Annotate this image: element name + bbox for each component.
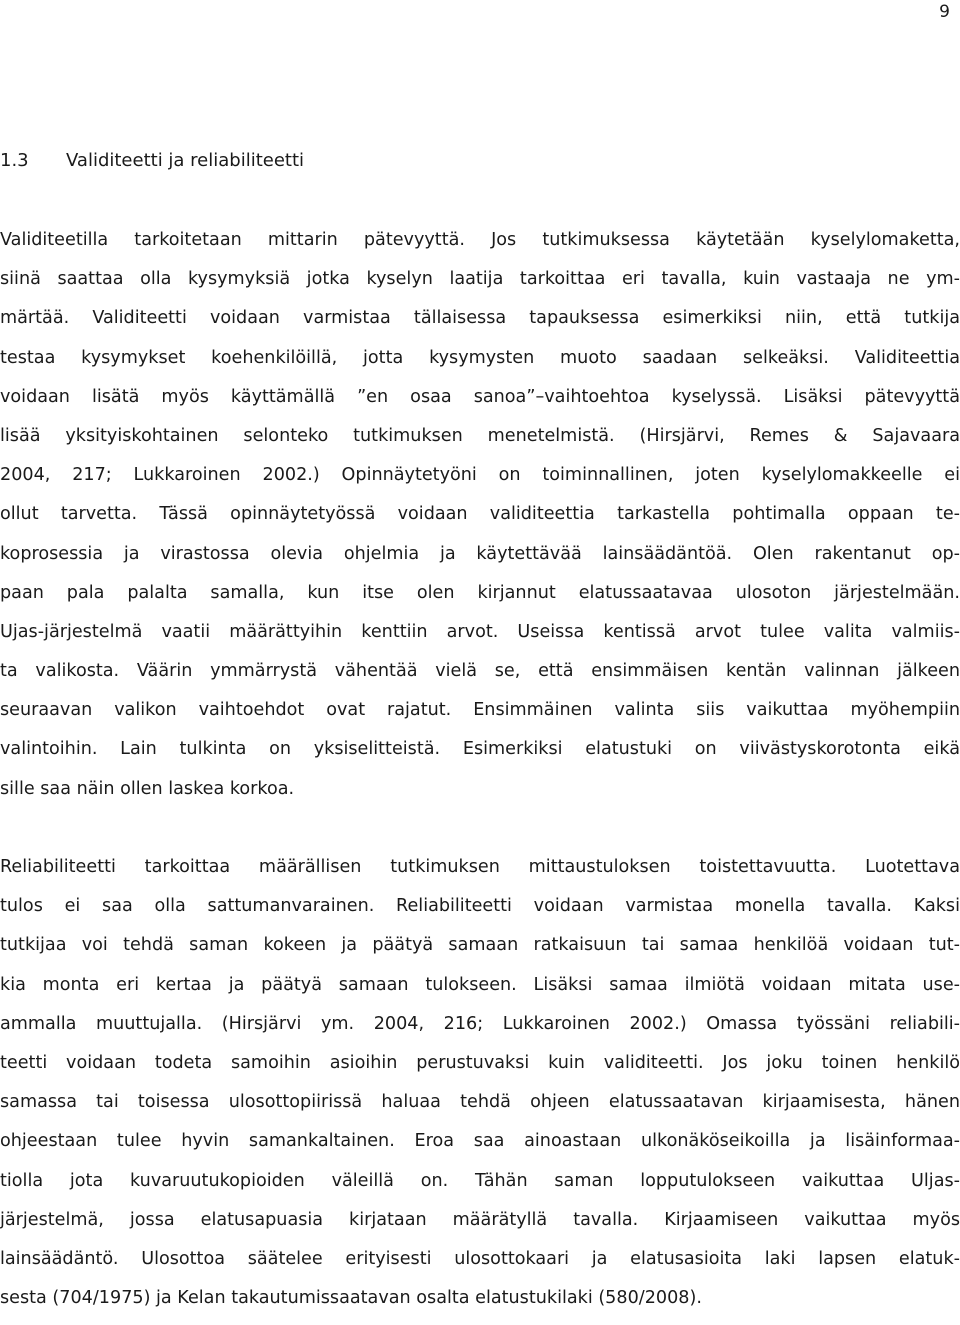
page-number: 9 (939, 2, 950, 22)
text-line: siinä saattaa olla kysymyksiä jotka kyselyn laatija tarkoittaa eri tavalla, kuin vastaaja ne ym- (0, 269, 960, 290)
text-line: lisää yksityiskohtainen selonteko tutkimuksen menetelmistä. (Hirsjärvi, Remes & Sajavaara (0, 425, 960, 446)
text-line: voidaan lisätä myös käyttämällä ”en osaa sanoa”–vaihtoehtoa kyselyssä. Lisäksi pätevyyttä (0, 386, 960, 407)
section-heading (0, 148, 304, 174)
text-line: lainsäädäntö. Ulosottoa säätelee erityisesti ulosottokaari ja elatusasioita laki lapsen elatuk- (0, 1248, 960, 1269)
text-line: ohjeestaan tulee hyvin samankaltainen. Eroa saa ainoastaan ulkonäköseikoilla ja lisäinformaa- (0, 1131, 960, 1152)
text-line: ta valikosta. Väärin ymmärrystä vähentää vielä se, että ensimmäisen kentän valinnan jälkeen (0, 661, 960, 682)
text-line: ollut tarvetta. Tässä opinnäytetyössä voidaan validiteettia tarkastella pohtimalla oppaan te- (0, 504, 960, 525)
text-line: 2004, 217; Lukkaroinen 2002.) Opinnäytetyöni on toiminnallinen, joten kyselylomakkeelle ei (0, 465, 960, 486)
text-line: Validiteetilla tarkoitetaan mittarin pätevyyttä. Jos tutkimuksessa käytetään kyselylomaketta, (0, 230, 960, 250)
section-title: Validiteetti ja reliabiliteetti (66, 150, 305, 171)
text-line: teetti voidaan todeta samoihin asioihin perustuvaksi kuin validiteetti. Jos joku toinen henkilö (0, 1052, 960, 1073)
text-line: Ujas-järjestelmä vaatii määrättyihin kenttiin arvot. Useissa kentissä arvot tulee valita valmiis- (0, 621, 960, 642)
text-line: märtää. Validiteetti voidaan varmistaa tällaisessa tapauksessa esimerkiksi niin, että tutkija (0, 308, 960, 329)
text-line: ammalla muuttujalla. (Hirsjärvi ym. 2004, 216; Lukkaroinen 2002.) Omassa työssäni reliabili- (0, 1013, 960, 1034)
text-line-last: sille saa näin ollen laskea korkoa. (0, 778, 295, 799)
text-line: tiolla jota kuvaruutukopioiden väleillä on. Tähän saman lopputulokseen vaikuttaa Uljas- (0, 1170, 960, 1191)
text-line: samassa tai toisessa ulosottopiirissä haluaa tehdä ohjeen elatussaatavan kirjaamisesta, hänen (0, 1092, 960, 1113)
section-number: 1.3 (0, 150, 29, 171)
text-line: Reliabiliteetti tarkoittaa määrällisen tutkimuksen mittaustuloksen toistettavuutta. Luotettava (0, 857, 960, 877)
paragraph-reliability (0, 855, 960, 1325)
text-line: valintoihin. Lain tulkinta on yksiselitteistä. Esimerkiksi elatustuki on viivästyskorotonta eikä (0, 739, 960, 760)
text-line: seuraavan valikon vaihtoehdot ovat rajatut. Ensimmäinen valinta siis vaikuttaa myöhempiin (0, 700, 960, 721)
text-line: tutkijaa voi tehdä saman kokeen ja päätyä samaan ratkaisuun tai samaa henkilöä voidaan tut- (0, 935, 960, 956)
text-line: kia monta eri kertaa ja päätyä samaan tulokseen. Lisäksi samaa ilmiötä voidaan mitata use- (0, 974, 960, 995)
paragraph-validity (0, 228, 960, 816)
text-line-last: sesta (704/1975) ja Kelan takautumissaatavan osalta elatustukilaki (580/2008). (0, 1288, 702, 1309)
text-line: testaa kysymykset koehenkilöillä, jotta kysymysten muoto saadaan selkeäksi. Validiteettia (0, 347, 960, 368)
text-line: tulos ei saa olla sattumanvarainen. Reliabiliteetti voidaan varmistaa monella tavalla. Kaksi (0, 896, 960, 917)
text-line: paan pala palalta samalla, kun itse olen kirjannut elatussaatavaa ulosoton järjestelmään. (0, 582, 960, 603)
text-line: koprosessia ja virastossa olevia ohjelmia ja käytettävää lainsäädäntöä. Olen rakentanut op- (0, 543, 960, 564)
text-line: järjestelmä, jossa elatusapuasia kirjataan määrätyllä tavalla. Kirjaamiseen vaikuttaa myös (0, 1209, 960, 1230)
